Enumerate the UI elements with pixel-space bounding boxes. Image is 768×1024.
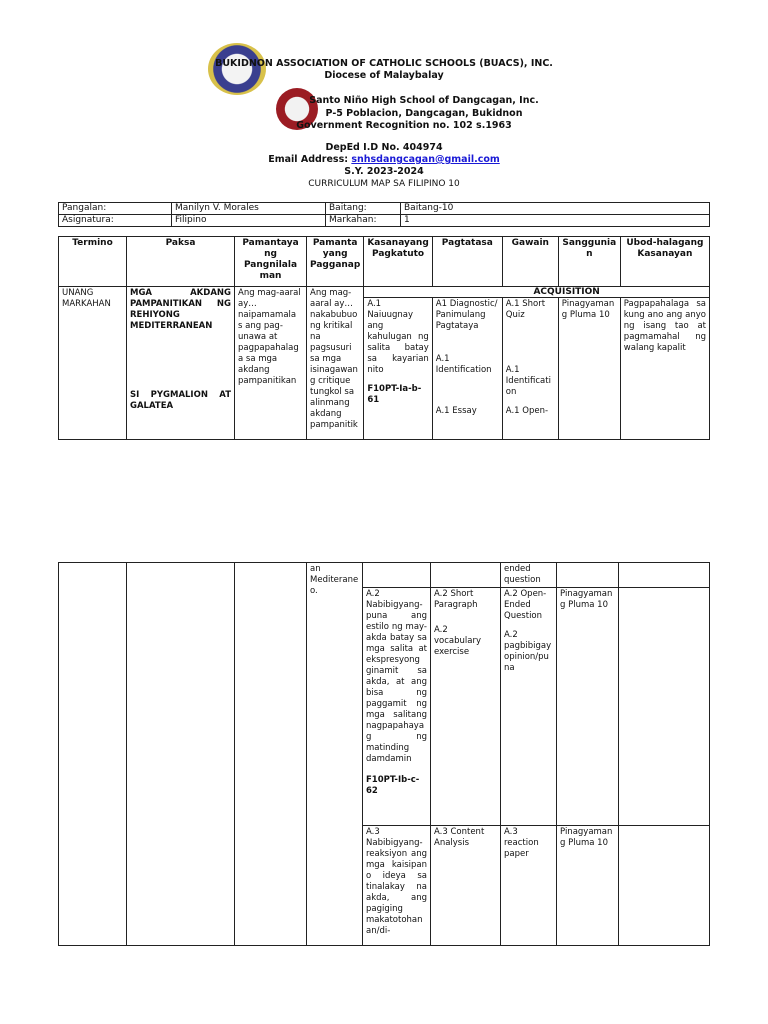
col-pamantayang-pagganap: Pamanta yang Pagganap [307,237,364,287]
sanggunian-a1-cell: Pinagyaman g Pluma 10 [558,298,620,440]
col-ubod: Ubod-halagang Kasanayan [620,237,709,287]
gawain-a2-cell [501,588,557,826]
kasanayan-a1: A.1 Naiuugnay ang kahulugan ng salita batay sa kayarian nito [367,299,429,375]
gawain-a1: A.1 Short Quiz [505,299,546,320]
kasanayan-a2: A.2 Nabibigyang-puna ang estilo ng may-akda batay sa mga salita at ekspresyong ginamit sa akda, at ang bisa ng paggamit ng mga salitang nagpapahaya g ng matinding damdamin [366,589,427,764]
gawain-a1-open: A.1 Open- [505,406,549,416]
name-label: Pangalan: [59,203,172,215]
document-title: CURRICULUM MAP SA FILIPINO 10 [308,179,460,189]
paksa-cell [127,287,235,440]
gawain-a1-cell [502,298,558,440]
col-pamantayang-pangnilalaman: Pamantaya ng Pangnilala man [235,237,307,287]
gawain-a2-opinion: A.2 pagbibigay opinion/pu na [504,630,552,673]
acquisition-heading: ACQUISITION [364,287,710,298]
subject-label: Asignatura: [59,215,172,227]
sanggunian-a2-cell: Pinagyaman g Pluma 10 [557,588,619,826]
col-gawain: Gawain [502,237,558,287]
kasanayan-a1-cell [364,298,432,440]
grade-value: Baitang-10 [401,203,710,215]
deped-id: DepEd I.D No. 404974 [325,142,443,153]
gawain-a3-cell: A.3 reaction paper [501,826,557,946]
grade-label: Baitang: [326,203,401,215]
school-year: S.Y. 2023-2024 [344,166,424,177]
curriculum-map-table [58,236,710,440]
gawain-a2: A.2 Open-Ended Question [504,589,547,621]
gawain-a1-identification: A.1 Identificati on [505,365,551,397]
email-link[interactable]: snhsdangcagan@gmail.com [351,154,500,165]
paksa-subtitle: SI PYGMALION AT GALATEA [130,390,231,411]
pangnilalaman-cell: Ang mag-aaral ay… naipamamala s ang pag-unawa at pagpapahalag a sa mga akdang pampanitikan [235,287,307,440]
col-pagtatasa: Pagtatasa [432,237,502,287]
school-name: Santo Niño High School of Dangcagan, Inc. [309,95,539,106]
col-termino: Termino [59,237,127,287]
paksa-title: MGA AKDANG PAMPANITIKAN NG REHIYONG MEDITERRANEAN [130,288,231,331]
col-kasanayang-pagkatuto: Kasanayang Pagkatuto [364,237,432,287]
termino-cell: UNANG MARKAHAN [59,287,127,440]
pagtatasa-a1-essay: A.1 Essay [435,406,477,416]
pagtatasa-a2-vocabulary: A.2 vocabulary exercise [434,625,481,657]
name-value: Manilyn V. Morales [172,203,326,215]
subject-value: Filipino [172,215,326,227]
kasanayan-code-2: F10PT-Ib-c-62 [366,775,420,796]
pagtatasa-a1-identification: A.1 Identification [435,354,492,375]
pagtatasa-a3-cell: A.3 Content Analysis [431,826,501,946]
quarter-label: Markahan: [326,215,401,227]
gawain-continued: ended question [501,563,557,588]
diocese: Diocese of Malaybalay [324,70,444,81]
government-recognition: Government Recognition no. 102 s.1963 [296,120,512,131]
pagganap-cell: Ang mag-aaral ay… nakabubuo ng kritikal na pagsusuri sa mga isinagawan g critique tungkol sa alinmang akdang pampanitik [307,287,364,440]
col-sanggunian: Sanggunia n [558,237,620,287]
pagganap-continued: an Mediterane o. [307,563,363,946]
pagtatasa-a1: A1 Diagnostic/ Panimulang Pagtataya [435,299,498,331]
email-label: Email Address: [268,154,349,165]
col-paksa: Paksa [127,237,235,287]
info-table [58,202,710,227]
kasanayan-code-1: F10PT-Ia-b-61 [367,384,422,405]
pagtatasa-a2-cell [431,588,501,826]
school-address: P-5 Poblacion, Dangcagan, Bukidnon [325,108,523,119]
quarter-value: 1 [401,215,710,227]
pagtatasa-a2: A.2 Short Paragraph [434,589,478,610]
kasanayan-a3-cell: A.3 Nabibigyang-reaksiyon ang mga kaisipan o ideya sa tinalakay na akda, ang pagiging makatotohan an/di- [363,826,431,946]
org-name: BUKIDNON ASSOCIATION OF CATHOLIC SCHOOLS (BUACS), INC. [215,58,553,69]
curriculum-map-table-continued [58,562,710,946]
sanggunian-a3-cell: Pinagyaman g Pluma 10 [557,826,619,946]
ubod-cell: Pagpapahalaga sa kung ano ang anyo ng isang tao at pagmamahal ng walang kapalit [620,298,709,440]
kasanayan-a2-cell [363,588,431,826]
email-line [0,154,768,166]
pagtatasa-a1-cell [432,298,502,440]
